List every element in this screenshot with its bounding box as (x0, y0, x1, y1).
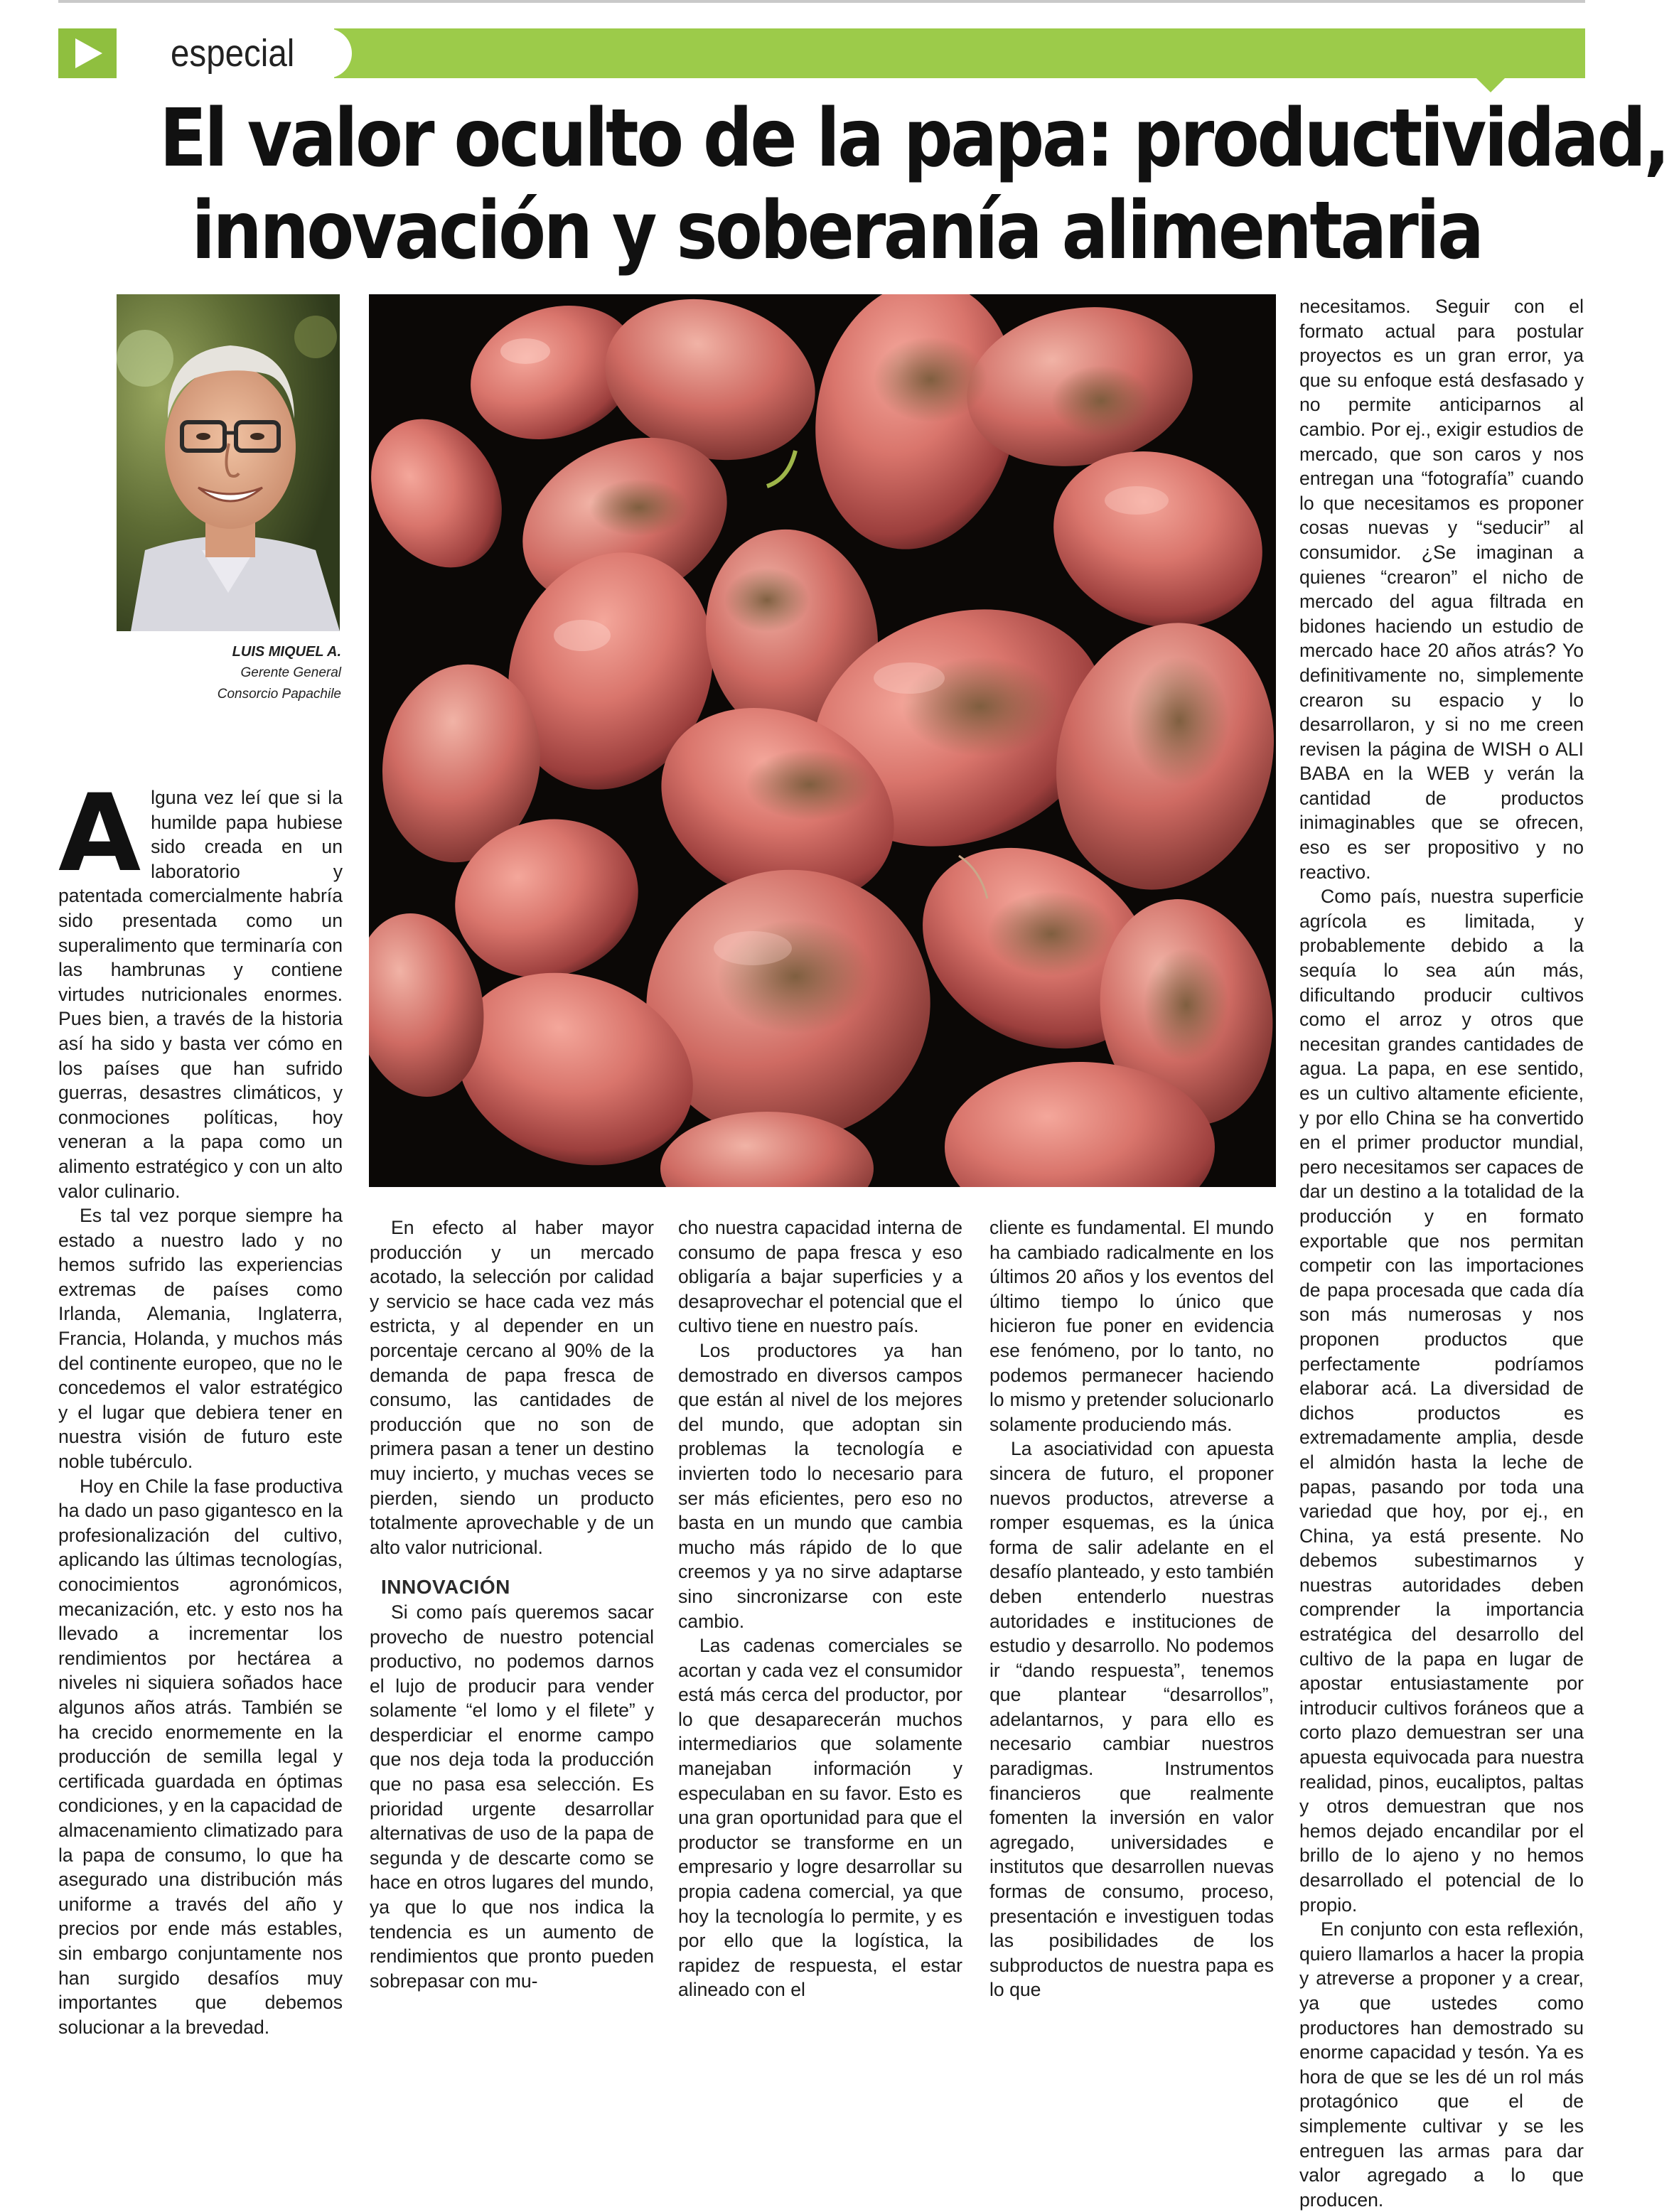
column-1 (58, 772, 343, 2039)
drop-cap: A (58, 772, 141, 896)
paragraph-7: Los productores ya han demostrado en diversos campos que están al nivel de los mejores del mundo, que adoptan sin problemas la tecnología e invierten todo lo necesario para ser más eficientes, pero eso no basta en un mundo que cambia mucho más rápido de lo que creemos y ya no sirve adaptarse sino sincronizarse con este cambio. (678, 1339, 962, 1632)
paragraph-13: En conjunto con esta reflexión, quiero llamarlos a hacer la propia y atreverse a proponer y a crear, ya que ustedes como productores han demostrado su enorme capacidad y tesón. Ya es hora de que se les dé un rol más protagónico que el de simplemente cultivar y se les entreguen las armas para dar valor agregado a lo que producen. (1299, 1918, 1584, 2211)
paragraph-11: necesitamos. Seguir con el formato actual para postular proyectos es un gran error, ya que su enfoque está desfasado y no permite anticiparnos al cambio. Por ej., exigir estudios de mercado, que son caros y nos entregan una “fotografía” cuando lo que necesitamos es proponer cosas nuevas y “seducir” al consumidor. ¿Se imaginan a quienes “crearon” el nicho de mercado del agua filtrada en bidones haciendo un estudio de mercado hace 20 años atrás? Yo definitivamente no, simplemente crearon su espacio y lo desarrollaron, y si no me creen revisen la página de WISH o ALI BABA en la WEB y verán la cantidad de productos inimaginables que se ofrecen, eso es ser propositivo y no reactivo. (1299, 296, 1584, 883)
author-name: LUIS MIQUEL A. (232, 644, 341, 660)
subhead-innovacion: INNOVACIÓN (381, 1576, 510, 1599)
paragraph-6: cho nuestra capacidad interna de consumo de papa fresca y eso obligaría a bajar superficies y a desaprovechar el potencial que el cultivo tiene en nuestro país. (678, 1217, 962, 1337)
paragraph-8: Las cadenas comerciales se acortan y cada vez el consumidor está más cerca del productor, por lo que desaparecerán muchos intermediarios que solamente manejaban información y especulaban en su favor. Esto es una gran oportunidad para que el productor se transforme en un empresario y logre desarrollar su propia cadena comercial, ya que hoy la tecnología lo permite, y es por ello que la logística, la rapidez de respuesta, el estar alineado con el (678, 1635, 962, 2001)
top-rule (58, 0, 1585, 3)
column-5 (1299, 294, 1584, 2212)
column-2 (370, 1215, 654, 1993)
paragraph-3: Hoy en Chile la fase productiva ha dado un paso gigantesco en la profesionalización del cultivo, aplicando las últimas tecnologías, conocimientos agronómicos, mecanización, etc. y esto nos ha llevado a incrementar los rendimientos por hectárea a niveles ni siquiera soñados hace algunos años atrás. También se ha crecido enormemente en la producción de semilla legal y certificada guardada en óptimas condiciones, y en la capacidad de almacenamiento climatizado para la papa de consumo, lo que ha asegurado una distribución más uniforme a través del año y precios por ende más estables, sin embargo conjuntamente nos han surgido desafíos muy importantes que debemos solucionar a la brevedad. (58, 1475, 343, 2038)
section-arrow-icon (58, 28, 117, 78)
headline-line-2: innovación y soberanía alimentaria (191, 185, 1482, 277)
paragraph-10: La asociatividad con apuesta sincera de futuro, el proponer nuevos productos, atreverse a romper esquemas, es la única forma de salir adelante en el desafío planteado, y esto también deben entenderlo nuestras autoridades e instituciones de estudio y desarrollo. No podemos ir “dando respuesta”, tenemos que plantear “desarrollos”, adelantarnos, y para ello es necesario cambiar nuestros paradigmas. Instrumentos financieros que realmente fomenten la inversión en valor agregado, universidades e institutos que desarrollen nuevas formas de consumo, proceso, presentación e investiguen todas las posibilidades de los subproductos de nuestra papa es lo que (989, 1438, 1274, 2001)
paragraph-4: En efecto al haber mayor producción y un mercado acotado, la selección por calidad y servicio se hace cada vez más estricta, y al depender en un porcentaje cercano al 90% de la demanda de papa fresca de consumo, las cantidades de producción que no son de primera pasan a tener un destino muy incierto, y muchas veces se pierden, siendo un producto totalmente aprovechable y de un alto valor nutricional. (370, 1217, 654, 1558)
headline (159, 92, 1668, 277)
paragraph-1-text: lguna vez leí que si la humilde papa hubiese sido creada en un laboratorio y patentada comercialmente habría sido presentada como un superalimento que terminaría con las hambrunas y contiene virtudes nutricionales enormes. Pues bien, a través de la historia así ha sido y basta ver cómo en los países que han sufrido guerras, desastres climáticos, y conmociones políticas, hoy veneran a la papa como un alimento estratégico y con un alto valor culinario. (58, 787, 343, 1202)
author-role: Gerente General (240, 665, 341, 680)
section-label: especial (171, 32, 295, 75)
paragraph-9: cliente es fundamental. El mundo ha cambiado radicalmente en los últimos 20 años y los eventos del último tiempo lo único que hicieron fue poner en evidencia ese fenómeno, por lo tanto, no podemos permanecer haciendo lo mismo y pretender solucionarlo solamente produciendo más. (989, 1217, 1274, 1435)
paragraph-1 (58, 772, 343, 1203)
headline-line-1: El valor oculto de la papa: productividad, (159, 92, 1668, 185)
column-4 (989, 1215, 1274, 2002)
potatoes-photo (369, 294, 1276, 1187)
paragraph-2: Es tal vez porque siempre ha estado a nuestro lado y no hemos sufrido las experiencias extremas de países como Irlanda, Alemania, Inglaterra, Francia, Holanda, y muchos más del continente europeo, que no le concedemos el valor estratégico y el lugar que debiera tener en nuestra visión de futuro este noble tubérculo. (58, 1205, 343, 1473)
column-3 (678, 1215, 962, 2002)
paragraph-12: Como país, nuestra superficie agrícola es limitada, y probablemente debido a la sequía lo sea aún más, dificultando producir cultivos como el arroz y otros que necesitan grandes cantidades de agua. La papa, en ese sentido, es un cultivo altamente eficiente, y por ello China se ha convertido en el primer productor mundial, pero necesitamos ser capaces de dar un destino a la totalidad de la producción y en formato exportable que nos permitan competir con las importaciones de papa procesada que cada día son más numerosas y nos proponen productos que perfectamente podríamos elaborar acá. La diversidad de dichos productos es extremadamente amplia, desde el almidón hasta la leche de papas, pasando por toda una variedad que hoy, por ej., en China, ya está presente. No debemos subestimarnos y nuestras autoridades deben comprender la importancia estratégica del desarrollo del cultivo de la papa en lugar de apostar entusiastamente por introducir cultivos foráneos que a corto plazo demuestran ser una apuesta equivocada para nuestra realidad, pinos, eucaliptos, paltas y otros demuestran que nos hemos dejado encandilar por el brillo de lo ajeno y no hemos desarrollado el potencial de lo propio. (1299, 886, 1584, 1916)
author-photo (117, 294, 340, 631)
section-banner-pointer (1475, 77, 1506, 92)
section-banner (334, 28, 1585, 78)
author-org: Consorcio Papachile (217, 687, 341, 702)
author-caption (117, 641, 341, 705)
paragraph-5: Si como país queremos sacar provecho de nuestro potencial productivo, no podemos darnos el lujo de producir para vender solamente “el lomo y el filete” y desperdiciar el enorme campo que nos deja toda la producción que no pasa esa selección. Es prioridad urgente desarrollar alternativas de uso de la papa de segunda y de descarte como se hace en otros lugares del mundo, ya que lo que nos indica la tendencia es un aumento de rendimientos que pronto pueden sobrepasar con mu- (370, 1601, 654, 1992)
